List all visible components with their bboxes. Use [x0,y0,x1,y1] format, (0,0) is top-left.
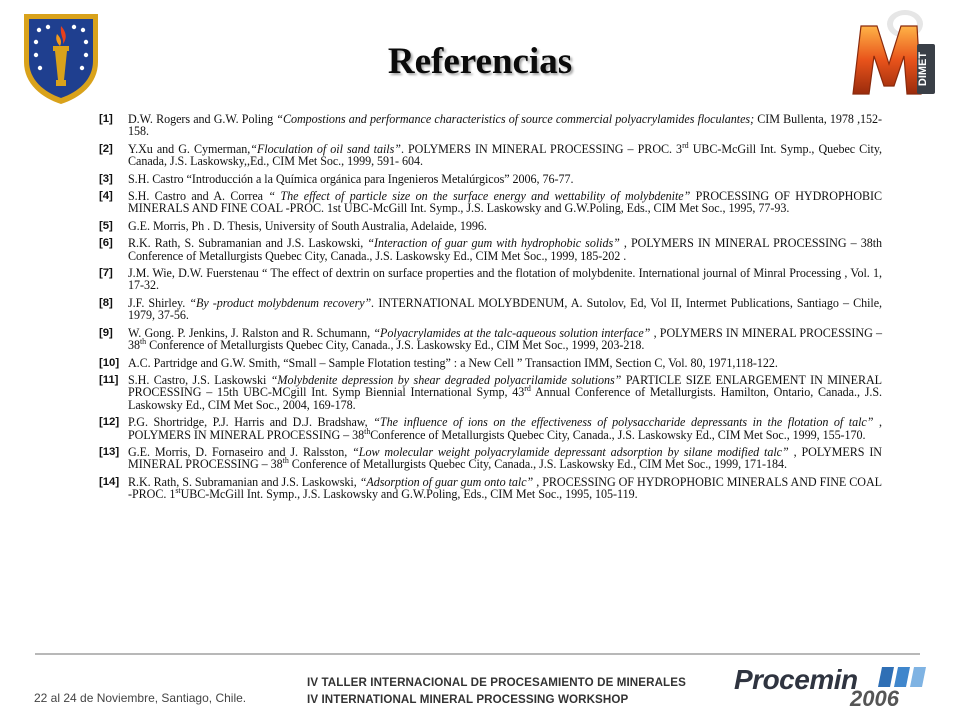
reference-text [128,190,882,215]
reference-text-part: UBC-McGill Int. Symp., Quebec City, Canada, J.S. Laskowsky,,Ed., CIM Met Soc., 1999, 591- 604. [128,141,883,169]
reference-text-part: D.W. Rogers and G.W. Poling [128,112,277,126]
reference-text [128,140,883,169]
reference-superscript: th [140,337,147,347]
reference-item [96,267,882,292]
reference-item [96,140,883,169]
reference-text-part: R.K. Rath, S. Subramanian and J.S. Laskowski, [128,236,368,251]
reference-number: [2] [99,142,113,155]
reference-superscript: th [282,456,289,466]
reference-text [128,113,882,138]
reference-item [96,237,882,262]
reference-text-part: CIM Bullenta, 1978 ,152-158. [128,112,883,139]
reference-number: [11] [99,373,119,386]
reference-item [96,113,882,138]
reference-text [128,357,882,369]
reference-title-italic: “Adsorption of guar gum onto talc” [359,474,534,489]
footer-event-line-es: IV TALLER INTERNACIONAL DE PROCESAMIENTO DE MINERALES [307,676,686,689]
reference-text-part: S.H. Castro, J.S. Laskowski [128,372,271,387]
reference-title-italic: “ The effect of particle size on the surface energy and wettability of molybdenite” [268,189,691,204]
reference-item [96,327,882,352]
footer-date-location: 22 al 24 de Noviembre, Santiago, Chile. [34,691,247,705]
reference-item [96,446,882,471]
reference-text-part: . POLYMERS IN MINERAL PROCESSING – PROC. 3 [400,141,683,156]
reference-number: [13] [99,445,120,458]
reference-text-part: J.M. Wie, D.W. Fuerstenau “ The effect of dextrin on surface properties and the flotation of molybdenite. International journal of Minral Processing , Vol. 1, 17-32. [128,266,882,293]
reference-item [96,297,882,322]
reference-text [128,446,882,471]
reference-text [128,220,882,232]
reference-number: [8] [99,296,113,309]
procemin-logo-year: 2006 [850,686,899,711]
reference-text-part: PARTICLE SIZE ENLARGEMENT IN MINERAL PROCESSING – 15th UBC-MCgill Int. Symp Biennial International Symp, 43 [128,372,882,400]
reference-text [128,416,882,441]
reference-text-part: , PROCESSING OF HYDROPHOBIC MINERALS AND FINE COAL -PROC. 1 [128,474,882,502]
reference-title-italic: “Compostions and performance characteristics of source commercial polyacrylamides floculantes; [276,112,755,126]
reference-text [128,374,882,411]
reference-text-part: A.C. Partridge and G.W. Smith, “Small – Sample Flotation testing” : a New Cell ” Transaction IMM, Section C, Vol. 80, 1971,118-122. [128,355,778,370]
reference-text-part: Y.Xu and G. Cymerman, [128,141,251,156]
reference-text-part: P.G. Shortridge, P.J. Harris and D.J. Bradshaw, [128,415,374,430]
reference-text-part: , POLYMERS IN MINERAL PROCESSING – 38 [128,444,882,472]
reference-text [128,327,882,352]
reference-text-part: Conference of Metallurgists Quebec City, Canada., J.S. Laskowsky Ed., CIM Met Soc., 1999, 171-184. [288,457,787,472]
reference-number: [7] [99,267,113,280]
reference-title-italic: “By -product molybdenum recovery”. [189,295,375,310]
footer-divider [35,653,920,655]
reference-text-part: Conference of Metallurgists Quebec City, Canada., J.S. Laskowsky Ed., CIM Met Soc., 1999, 203-218. [146,338,645,353]
reference-text-part: G.E. Morris, D. Fornaseiro and J. Ralsston, [128,444,353,459]
reference-text-part: Annual Conference of Metallurgists. Hamilton, Ontario, Canada., J.S. Laskowsky Ed., CIM Met Soc., 2004, 169-178. [128,385,882,412]
reference-text-part: Conference of Metallurgists Quebec City, Canada., J.S. Laskowsky Ed., CIM Met Soc., 1999, 155-170. [370,427,866,442]
reference-text-part: PROCESSING OF HYDROPHOBIC MINERALS AND FINE COAL -PROC. 1st UBC-McGill Int. Symp., J.S. Laskowsky and G.W.Poling, Eds., CIM Met Soc., 1995, 77-93. [128,189,883,216]
reference-title-italic: “Interaction of guar gum with hydrophobic solids” [367,236,620,251]
reference-text-part: J.F. Shirley. [128,295,190,310]
reference-superscript: st [175,486,181,496]
reference-number: [1] [99,113,113,125]
reference-title-italic: “Low molecular weight polyacrylamide depressant adsorption by silane modified talc” [352,444,789,459]
reference-title-italic: “Molybdenite depression by shear degraded polyacrilamide solutions” [270,372,622,387]
footer-event-title [307,674,687,708]
reference-item [96,220,882,232]
reference-superscript: th [364,426,371,436]
slide-title: Referencias [387,41,573,82]
reference-number: [9] [99,326,113,339]
reference-text [128,297,882,322]
references-list [96,113,882,506]
reference-title-italic: “Polyacrylamides at the talc-aqueous solution interface” [373,325,651,340]
reference-number: [12] [99,416,120,429]
reference-text-part: S.H. Castro and A. Correa [128,189,269,204]
reference-text-part: S.H. Castro “Introducción a la Química orgánica para Ingenieros Metalúrgicos” 2006, 76-77. [128,171,574,186]
reference-text-part: UBC-McGill Int. Symp., J.S. Laskowsky and G.W.Poling, Eds., CIM Met Soc., 1995, 105-119. [180,487,638,502]
reference-text [128,237,882,262]
reference-text-part: , POLYMERS IN MINERAL PROCESSING – 38th Conference of Metallurgists Quebec City, Canada., J.S. Laskowsky Ed., CIM Met Soc., 1999, 185-202 . [128,236,883,263]
reference-item [96,476,882,501]
reference-text-part: W. Gong. P. Jenkins, J. Ralston and R. Schumann, [128,325,374,340]
reference-text [128,267,882,292]
reference-item [96,416,882,441]
reference-text-part: , POLYMERS IN MINERAL PROCESSING – 38 [128,325,883,353]
reference-item [96,190,882,215]
reference-item [96,357,882,369]
reference-number: [4] [99,190,113,203]
reference-superscript: rd [524,384,531,394]
footer-event-line-en: IV INTERNATIONAL MINERAL PROCESSING WORKSHOP [307,693,629,706]
reference-text-part: R.K. Rath, S. Subramanian and J.S. Laskowski, [128,474,360,489]
reference-item [96,374,882,411]
reference-text-part: G.E. Morris, Ph . D. Thesis, University of South Australia, Adelaide, 1996. [128,218,487,233]
reference-number: [5] [99,219,113,232]
reference-text-part: , POLYMERS IN MINERAL PROCESSING – 38 [128,415,882,442]
procemin-logo-word: Procemin [734,664,858,695]
reference-number: [6] [99,237,113,250]
reference-superscript: rd [682,140,689,150]
dimet-logo [847,6,943,100]
reference-text [128,476,882,501]
reference-text [128,173,882,185]
reference-number: [14] [99,475,120,488]
procemin-logo [734,664,934,712]
reference-number: [3] [99,172,113,185]
reference-title-italic: “The influence of ions on the effectiveness of polysaccharide depressants in the flotation of talc” [373,415,874,430]
reference-text-part: INTERNATIONAL MOLYBDENUM, A. Sutolov, Ed, Vol II, Intermet Publications, Santiago – Chile, 1979, 37-56. [128,295,883,323]
dimet-logo-text: DIMET [917,51,929,87]
reference-number: [10] [99,356,120,369]
reference-item [96,173,882,185]
reference-title-italic: “Floculation of oil sand tails” [250,141,401,156]
